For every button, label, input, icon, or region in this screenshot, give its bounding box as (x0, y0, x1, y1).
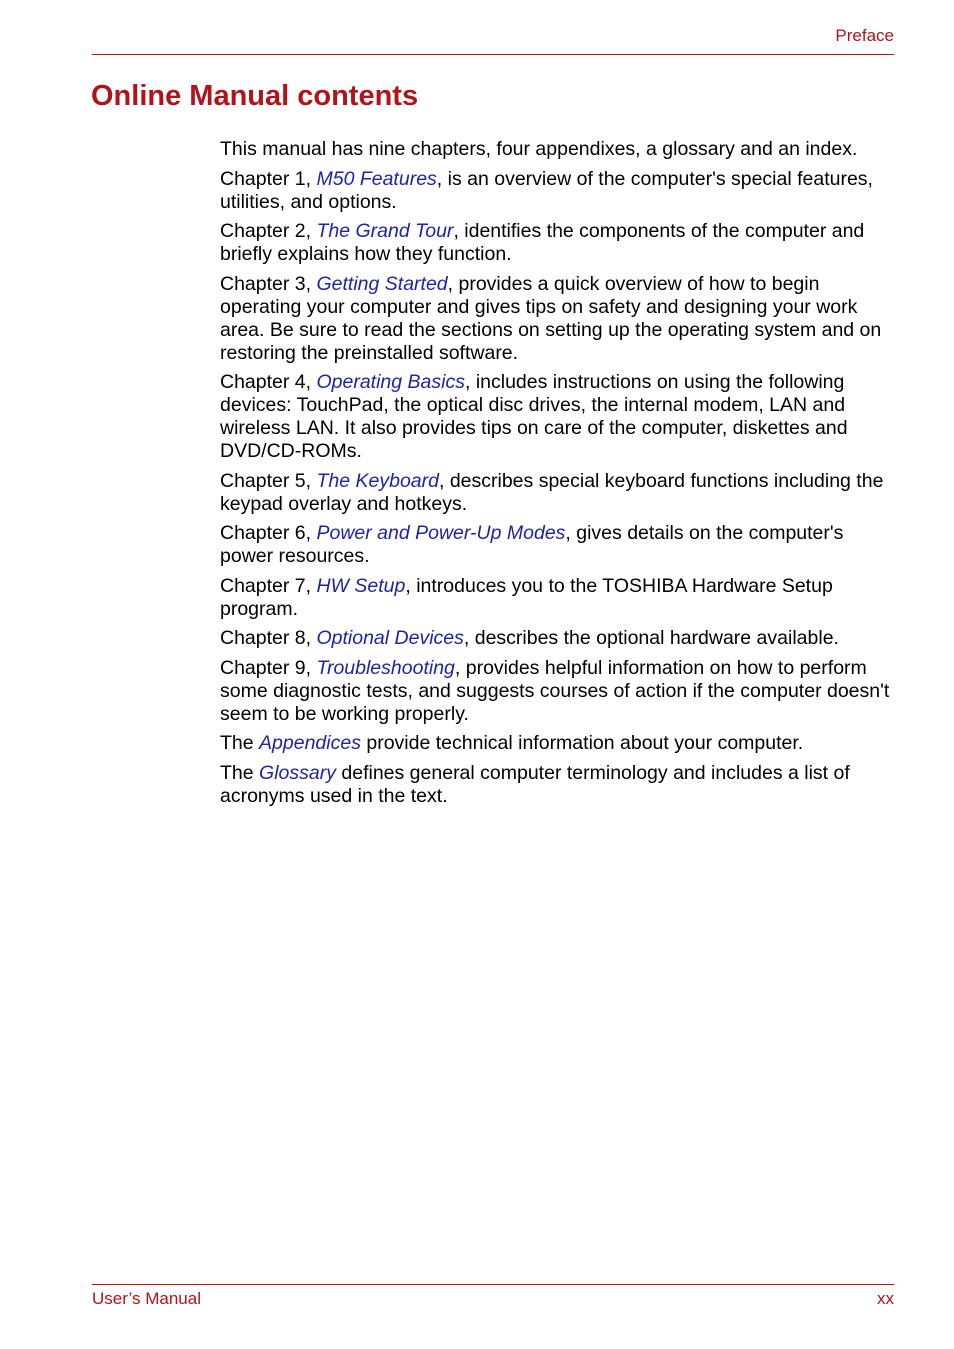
chapter-2-paragraph (220, 220, 895, 266)
chapter-1-link[interactable]: M50 Features (316, 167, 437, 190)
header-divider (92, 54, 894, 55)
chapter-description: , includes instructions on using the following devices: TouchPad, the optical disc drives, the internal modem, LAN and wireless LAN. It also provides tips on care of the computer, diskettes and DVD/CD-ROMs. (220, 371, 848, 462)
manual-contents-body (220, 138, 895, 814)
chapter-description: , provides helpful information on how to perform some diagnostic tests, and suggests courses of action if the computer doesn't seem to be working properly. (220, 656, 890, 725)
chapter-description: provide technical information about your computer. (360, 732, 804, 754)
chapter-prefix: Chapter 1, (220, 167, 317, 190)
chapter-prefix: Chapter 7, (220, 574, 317, 597)
chapter-9-link[interactable]: Troubleshooting (316, 656, 455, 679)
header-section-label: Preface (835, 26, 894, 45)
glossary-paragraph (220, 762, 895, 808)
footer-page-number: xx (877, 1289, 894, 1308)
chapter-4-paragraph (220, 371, 895, 463)
chapter-description: , is an overview of the computer's special features, utilities, and options. (220, 167, 873, 213)
chapter-9-paragraph (220, 657, 895, 726)
chapter-2-link[interactable]: The Grand Tour (316, 220, 454, 242)
chapter-7-link[interactable]: HW Setup (316, 574, 406, 597)
chapter-description: , identifies the components of the computer and briefly explains how they function. (220, 220, 865, 265)
appendices-link[interactable]: Appendices (259, 732, 361, 754)
footer-divider (92, 1284, 894, 1285)
footer-manual-title: User’s Manual (92, 1289, 201, 1308)
chapter-description: defines general computer terminology and includes a list of acronyms used in the text. (220, 761, 850, 807)
chapter-8-paragraph (220, 627, 895, 650)
chapter-description: , introduces you to the TOSHIBA Hardware Setup program. (220, 574, 833, 620)
chapter-5-paragraph (220, 470, 895, 516)
chapter-prefix: The (220, 732, 260, 754)
chapter-prefix: Chapter 9, (220, 656, 317, 679)
chapter-6-link[interactable]: Power and Power-Up Modes (316, 522, 566, 544)
chapter-8-link[interactable]: Optional Devices (316, 627, 464, 649)
chapter-prefix: Chapter 5, (220, 469, 317, 492)
chapter-prefix: Chapter 3, (220, 272, 317, 295)
chapter-description: , describes the optional hardware available. (463, 627, 839, 649)
page-title: Online Manual contents (91, 80, 419, 112)
chapter-prefix: Chapter 6, (220, 522, 317, 544)
chapter-prefix: The (220, 761, 260, 784)
appendices-paragraph (220, 732, 895, 755)
glossary-link[interactable]: Glossary (259, 761, 336, 784)
chapter-prefix: Chapter 4, (220, 371, 317, 393)
chapter-1-paragraph (220, 168, 895, 214)
chapter-description: , describes special keyboard functions including the keypad overlay and hotkeys. (220, 469, 884, 515)
chapter-prefix: Chapter 2, (220, 220, 317, 242)
chapter-description: , gives details on the computer's power resources. (220, 522, 844, 567)
chapter-3-link[interactable]: Getting Started (316, 272, 448, 295)
intro-paragraph: This manual has nine chapters, four appendixes, a glossary and an index. (220, 138, 858, 160)
chapter-4-link[interactable]: Operating Basics (316, 371, 465, 393)
chapter-3-paragraph (220, 273, 895, 365)
chapter-prefix: Chapter 8, (220, 627, 317, 649)
chapter-7-paragraph (220, 575, 895, 621)
chapter-description: , provides a quick overview of how to begin operating your computer and gives tips on safety and designing your work area. Be sure to read the sections on setting up the operating system and on restoring the preinstalled software. (220, 272, 882, 364)
chapter-6-paragraph (220, 522, 895, 568)
chapter-5-link[interactable]: The Keyboard (316, 469, 439, 492)
